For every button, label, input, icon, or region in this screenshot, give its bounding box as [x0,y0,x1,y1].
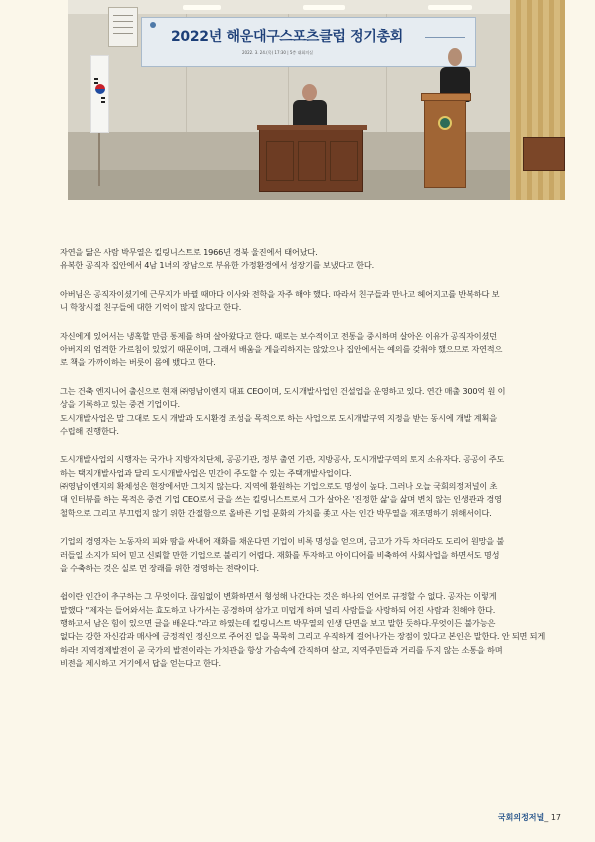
text-line: 말했다 "제자는 들어와서는 효도하고 나가서는 공경하며 삼가고 미덥게 하며 널리 사람들을 사랑하되 어진 사람과 친해야 한다. [60,604,496,615]
side-table [523,137,565,171]
text-line: 도시개발사업의 시행자는 국가나 지방자치단체, 공공기관, 정부 출연 기관, 지방공사, 도시개발구역의 토지 소유자다. 공공이 주도 [60,454,505,465]
paragraph [60,453,555,519]
text-line: 아버님은 공직자이셨기에 근무지가 바뀔 때마다 이사와 전학을 자주 해야 했다. 따라서 친구들과 만나고 헤어지고를 반복하다 보 [60,288,500,299]
event-banner [141,17,476,67]
paragraph [60,330,555,370]
page-number: 17 [550,813,561,822]
magazine-name: 국회의정저널 [497,813,545,822]
text-line: 자연을 닮은 사람 박무열은 킬링니스트로 1966년 경북 울진에서 태어났다. [60,247,318,257]
korean-flag-icon [90,55,109,133]
text-line: ㈜영남이엔지의 확체성은 현장에서만 그치지 않는다. 지역에 환원하는 기업으로도 명성이 높다. 그러나 오늘 국회의정저널이 초 [60,481,498,492]
footer-separator: _ [544,813,549,822]
ceiling-light [183,5,221,10]
standing-speaker-head [448,48,462,66]
paragraph [60,385,555,438]
banner-logo [425,26,465,38]
text-line: 을 수축하는 것은 실로 먼 장래를 위한 경영하는 전략이다. [60,562,259,573]
ceiling-light [428,5,472,10]
text-line: 상을 기록하고 있는 중견 기업이다. [60,399,180,410]
emblem-icon [438,116,452,130]
text-line: 니 학창시절 친구들에 대한 기억이 많지 않다고 한다. [60,302,242,313]
text-line: 행하고서 남은 힘이 있으면 글을 배운다."라고 하였는데 킬링니스트 박무열의 인생 단면을 보고 말한 듯하다.무엇이든 불가능은 [60,618,496,629]
text-line: 기업의 경영자는 노동자의 피와 땀을 싸내어 재화를 채운다면 기업이 비록 명성을 얻으며, 금고가 가득 차더라도 도리어 원망을 불 [60,536,505,547]
text-line: 유복한 공직자 집안에서 4남 1녀의 장남으로 부유한 가정환경에서 성장기를 보냈다고 한다. [60,260,374,271]
paragraph [60,590,555,670]
text-line: 자신에게 있어서는 냉혹할 만큼 통제를 하며 살아왔다고 한다. 때로는 보수적이고 전통을 중시하며 살아온 이유가 공직자이셨던 [60,330,497,341]
ceiling-light [303,5,345,10]
text-line: 대 인터뷰를 하는 목적은 중견 기업 CEO로서 글을 쓰는 킬링니스트로서 그가 살아온 '진정한 삶'을 삶며 변치 않는 인생관과 경영 [60,494,502,505]
text-line: 쉽이란 인간이 추구하는 그 무엇이다. 끊임없이 변화하면서 형성해 나간다는 것은 하나의 언어로 규정할 수 없다. 공자는 이렇게 [60,591,497,602]
taegeuk-icon [95,84,105,94]
seated-person-head [302,84,317,101]
meeting-photo [68,0,565,200]
text-line: 철학으로 그리고 부끄럽지 않기 위한 간절함으로 올바른 기업 문화의 가치를 좇고 사는 인간 박무열을 재조명하기 위해서이다. [60,507,492,518]
text-line: 로 책을 가까이하는 버릇이 몸에 뱄다고 한다. [60,357,216,368]
paragraph [60,246,555,273]
front-desk [259,128,363,192]
article-body [60,246,555,686]
text-line: 러들일 소지가 되어 믿고 신뢰할 만한 기업으로 불리기 어렵다. 재화를 투자하고 아이디어를 비축하여 사회사업을 하면서도 명성 [60,549,500,560]
banner-subtitle: 2022. 3. 24.(목) 17:30 | 5층 대회의실 [242,50,313,55]
text-line: 하는 택지개발사업과 달리 도시개발사업은 민간이 주도할 수 있는 주택개발사업이다. [60,467,352,478]
paragraph [60,288,555,315]
text-line: 아버지의 엄격한 가르침이 있었기 때문이며, 그래서 배움을 게을리하지는 않았으나 집안에서는 예의를 갖춰야 했으므로 자연적으 [60,344,503,355]
text-line: 없다는 강한 자신감과 매사에 긍정적인 정신으로 주어진 일을 묵묵히 그리고 우직하게 걸어나가는 장점이 있다고 본인은 말한다. 안 되면 되게 [60,631,546,642]
text-line: 도시개발사업은 말 그대로 도시 개발과 도시환경 조성을 목적으로 하는 사업으로 도시개발구역 지정을 받는 동시에 개발 계획을 [60,412,497,423]
podium [424,96,466,188]
text-line: 하라! 지역경제발전이 곧 국가의 발전이라는 가치관을 항상 가슴속에 간직하며 살고, 지역주민들과 거리를 두지 않는 소통을 하며 [60,644,503,655]
text-line: 비전을 제시하고 거기에서 답을 얻는다고 한다. [60,657,221,668]
banner-title: 2022년 해운대구스포츠클럽 정기총회 [170,29,404,45]
paragraph [60,535,555,575]
page-footer [498,812,561,823]
text-line: 그는 건축 엔지니어 출신으로 현재 ㈜영남이엔지 대표 CEO이며, 도시개발사업인 건설업을 운영하고 있다. 연간 매출 300억 원 이 [60,385,506,396]
notice-board [108,7,138,47]
text-line: 수립해 진행한다. [60,425,119,436]
